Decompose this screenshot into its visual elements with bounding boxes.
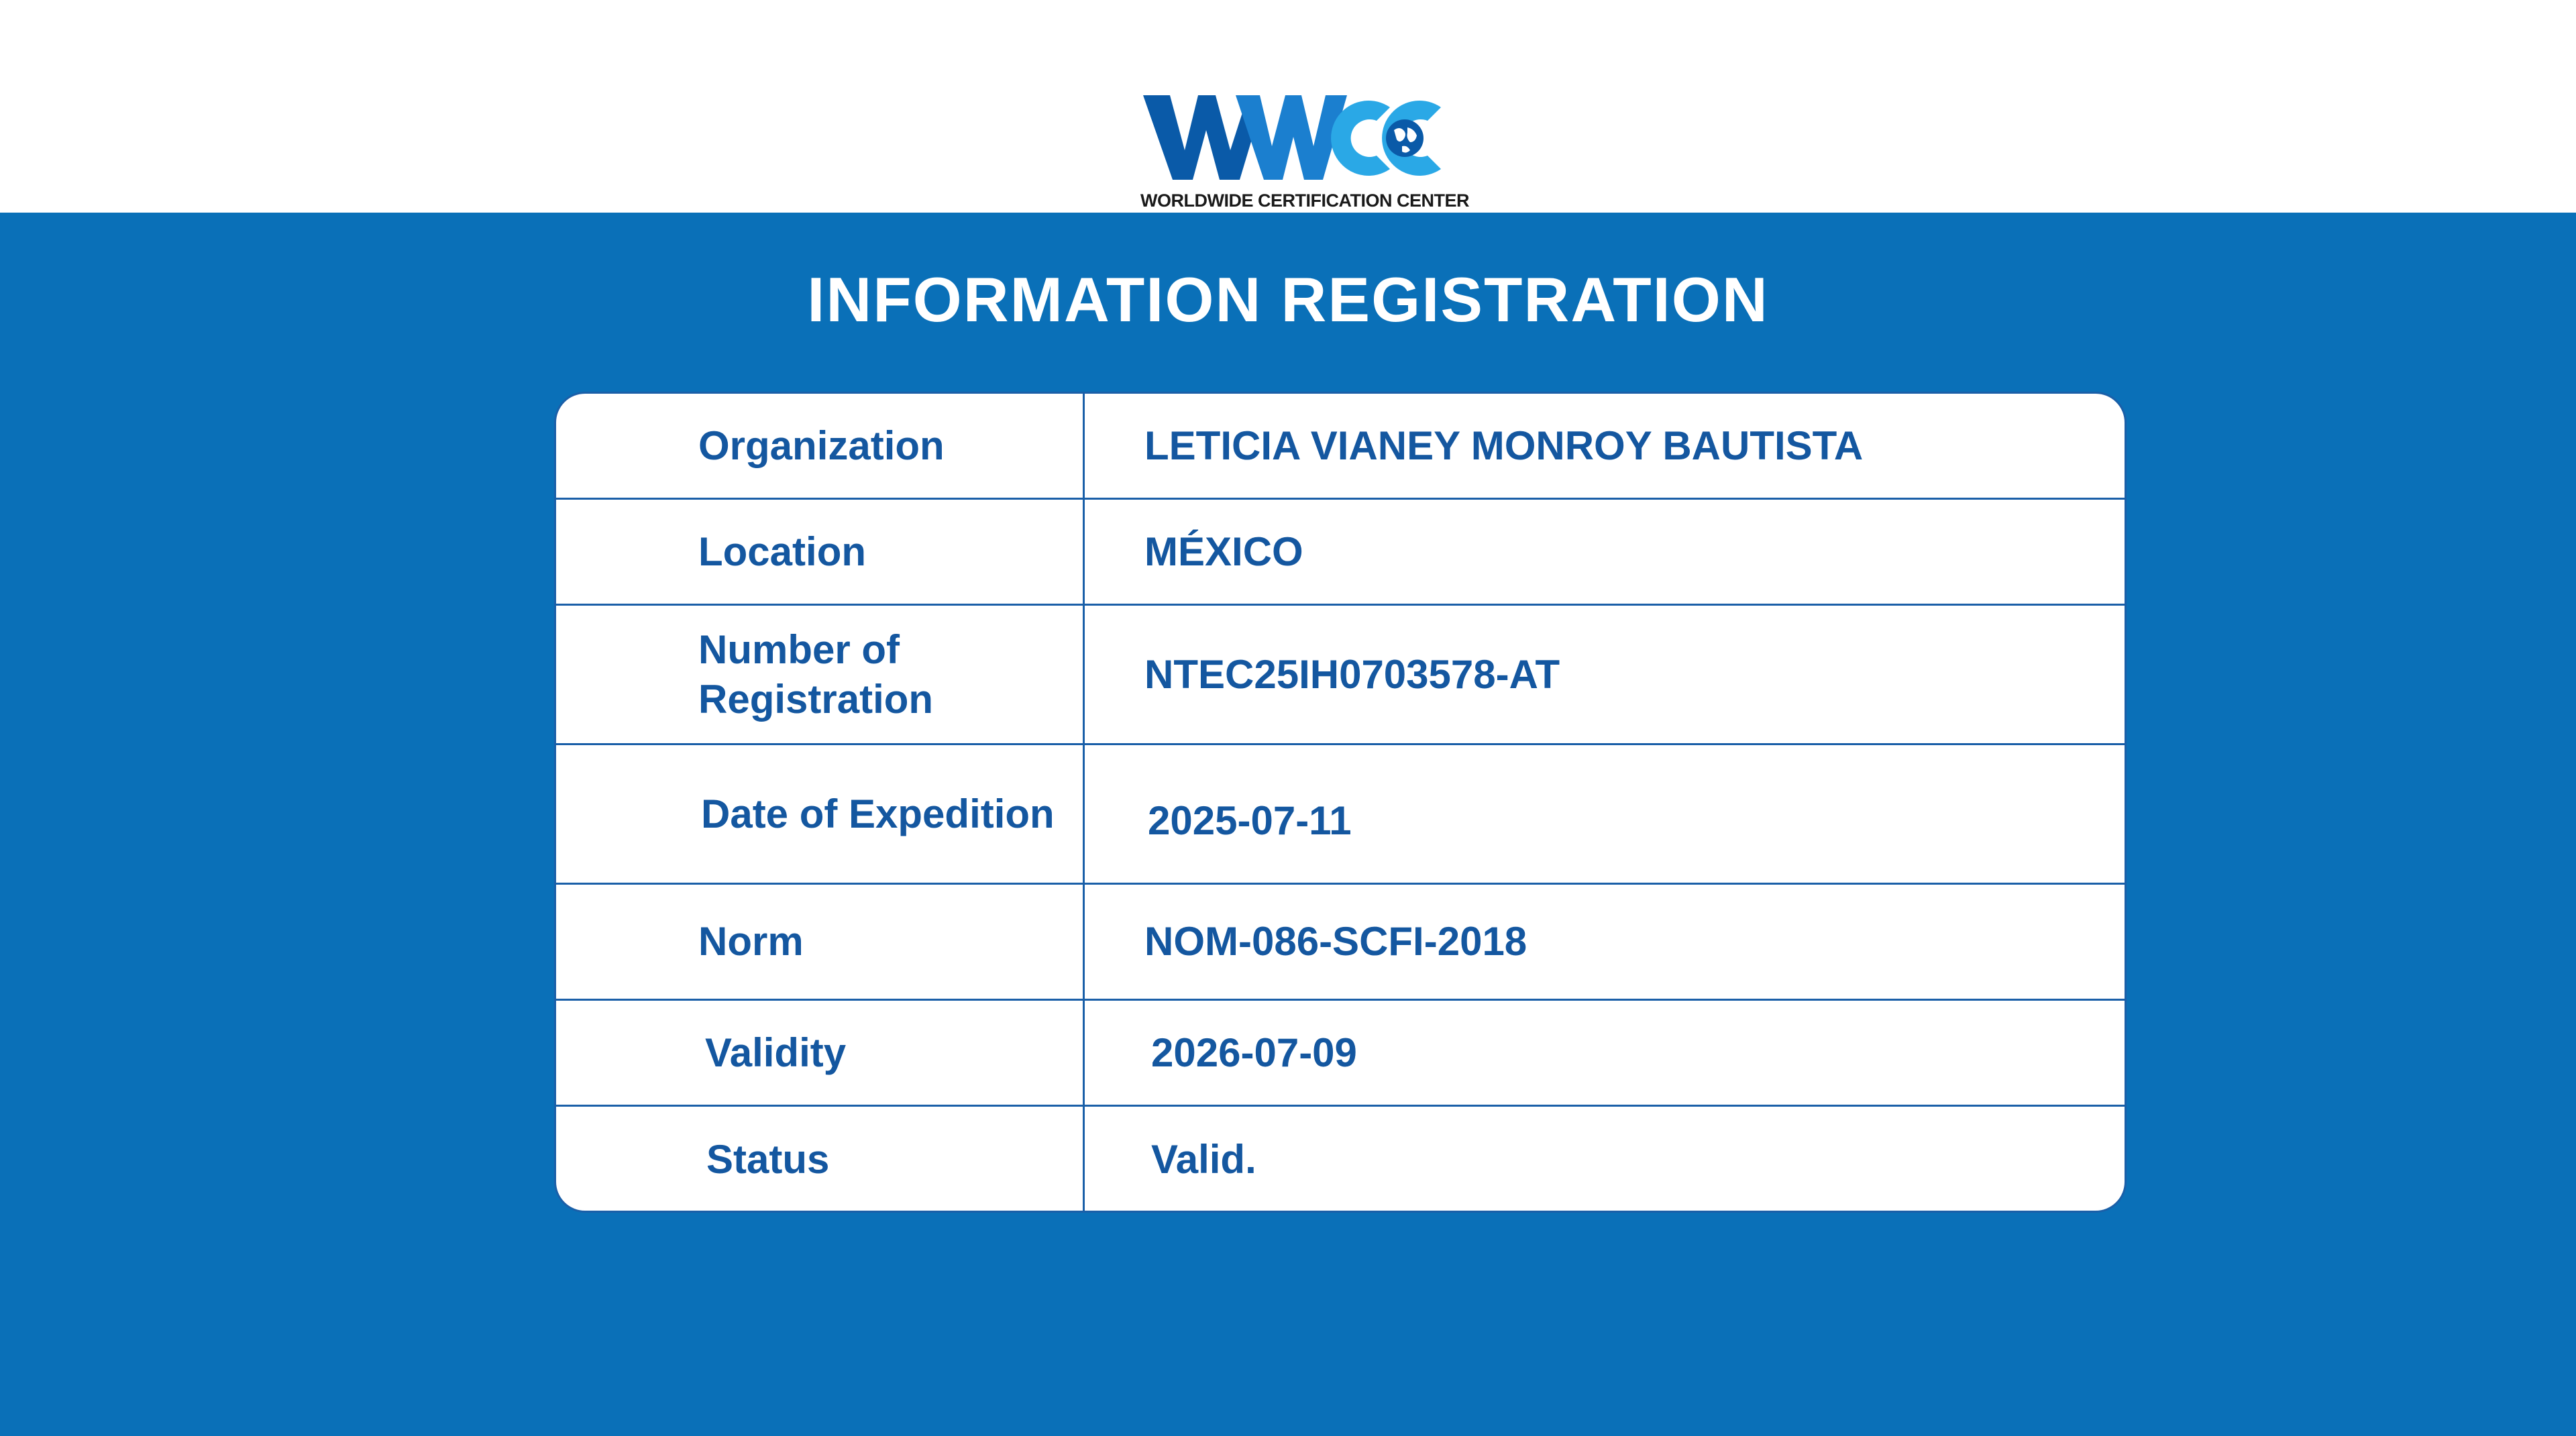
- row-validity: [556, 1001, 2125, 1107]
- row-date-of-expedition: [556, 745, 2125, 885]
- row-norm: [556, 885, 2125, 1001]
- label-date-of-expedition: Date of Expedition: [701, 791, 1055, 836]
- value-date-of-expedition: 2025-07-11: [1148, 797, 1352, 843]
- label-location: Location: [698, 529, 866, 574]
- label-validity: Validity: [705, 1030, 847, 1075]
- wwcc-logo-mark: [1140, 86, 1449, 186]
- value-organization: LETICIA VIANEY MONROY BAUTISTA: [1144, 423, 1864, 468]
- value-validity: 2026-07-09: [1151, 1030, 1357, 1075]
- label-registration-number: Number of Registration: [698, 627, 934, 722]
- row-registration-number: [556, 606, 2125, 745]
- label-norm: Norm: [698, 919, 804, 964]
- logo-tagline: WORLDWIDE CERTIFICATION CENTER: [1140, 190, 1469, 211]
- value-norm: NOM-086-SCFI-2018: [1144, 919, 1527, 964]
- label-organization: Organization: [698, 423, 945, 468]
- value-registration-number: NTEC25IH0703578-AT: [1144, 651, 1560, 697]
- page-title: INFORMATION REGISTRATION: [807, 264, 1769, 335]
- label-status: Status: [706, 1137, 830, 1182]
- globe-icon: [1386, 119, 1424, 157]
- row-organization: [556, 394, 2125, 500]
- registration-table: [554, 392, 2127, 1213]
- value-status: Valid.: [1151, 1137, 1256, 1182]
- header: [0, 0, 2576, 213]
- value-location: MÉXICO: [1144, 529, 1303, 574]
- row-status: [556, 1107, 2125, 1213]
- wwcc-logo: [1140, 86, 1469, 213]
- row-location: [556, 500, 2125, 606]
